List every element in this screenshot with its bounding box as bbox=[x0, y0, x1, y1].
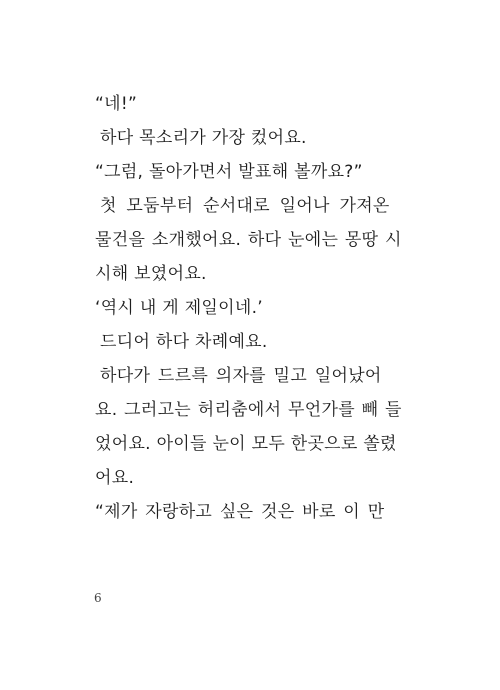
text-line: “그럼, 돌아가면서 발표해 볼까요?” bbox=[95, 162, 363, 182]
text-line: 하다가 드르륵 의자를 밀고 일어났어 bbox=[100, 366, 382, 386]
text-line: “제가 자랑하고 싶은 것은 바로 이 만 bbox=[95, 502, 385, 522]
text-line: “네!” bbox=[95, 94, 138, 114]
text-line: 었어요. 아이들 눈이 모두 한곳으로 쏠렸 bbox=[95, 434, 397, 454]
text-line: 시해 보였어요. bbox=[95, 264, 207, 284]
text-line: ‘역시 내 게 제일이네.’ bbox=[95, 298, 263, 318]
text-line: 어요. bbox=[95, 468, 135, 488]
text-line: 하다 목소리가 가장 컸어요. bbox=[100, 128, 307, 148]
text-line: 드디어 하다 차례예요. bbox=[100, 332, 268, 352]
page-number: 6 bbox=[94, 591, 102, 605]
text-line: 첫 모둠부터 순서대로 일어나 가져온 bbox=[100, 196, 390, 216]
text-line: 물건을 소개했어요. 하다 눈에는 몽땅 시 bbox=[95, 230, 402, 250]
text-line: 요. 그러고는 허리춤에서 무언가를 빼 들 bbox=[95, 400, 402, 420]
